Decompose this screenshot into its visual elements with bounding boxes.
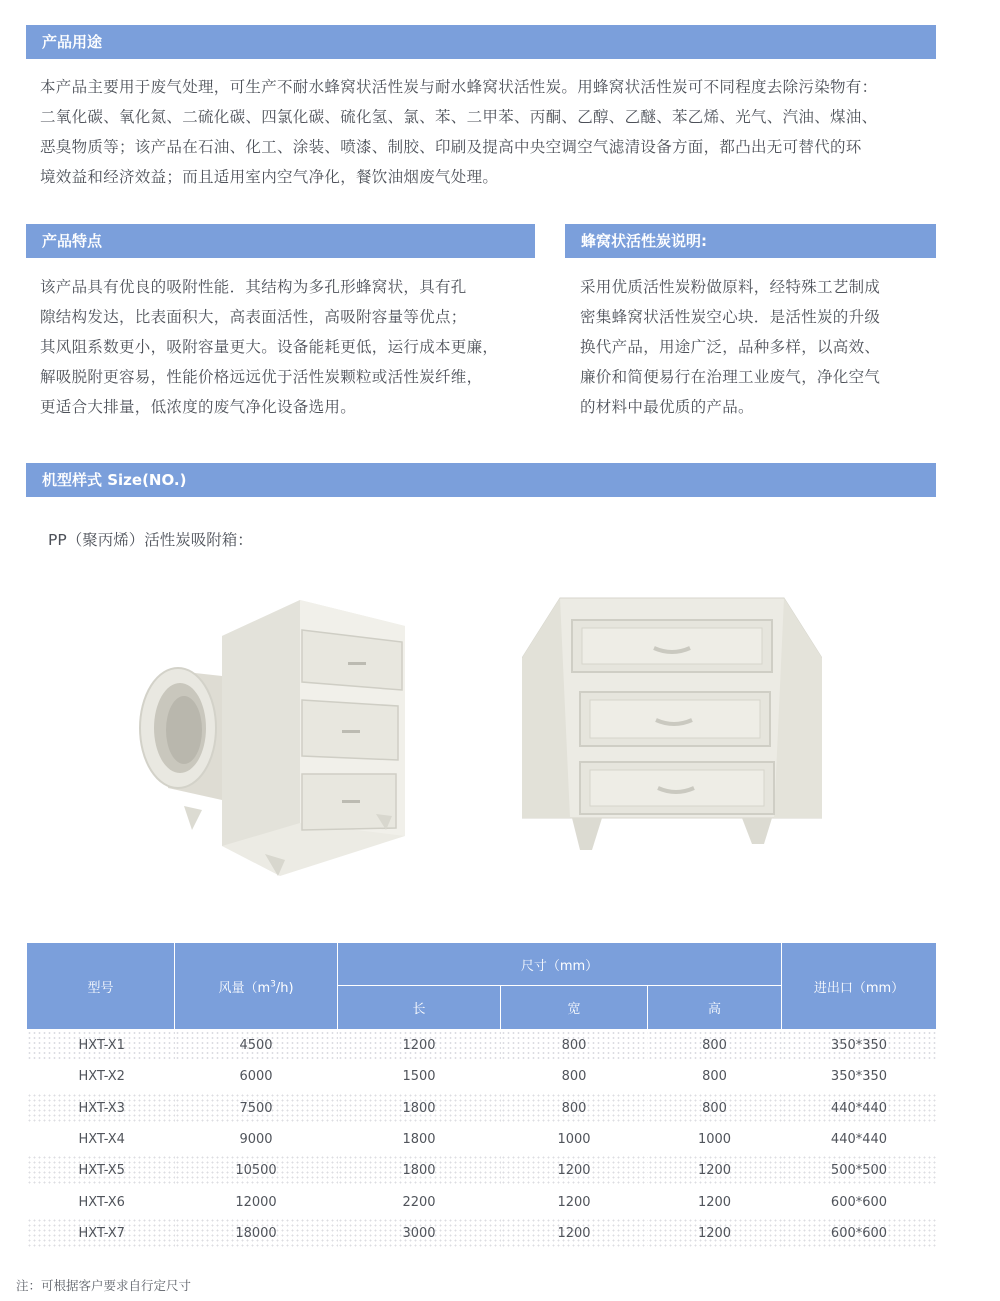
header-size: 尺寸（mm） (338, 943, 782, 986)
cell-airflow: 18000 (175, 1218, 338, 1249)
product-photo-front-view (522, 592, 822, 854)
cell-height: 800 (702, 1069, 727, 1085)
header-length: 长 (338, 986, 501, 1030)
cell-port: 350*350 (830, 1069, 888, 1085)
table-row (27, 1030, 937, 1062)
cell-model: HXT-X2 (78, 1069, 125, 1085)
cell-airflow: 6000 (239, 1069, 273, 1085)
cell-port: 500*500 (782, 1155, 937, 1186)
features-line: 更适合大排量，低浓度的废气净化设备选用。 (40, 398, 357, 416)
honeycomb-section-header: 蜂窝状活性炭说明: (565, 224, 936, 258)
cell-height: 800 (648, 1030, 782, 1062)
cell-model: HXT-X4 (78, 1132, 125, 1148)
cell-width: 1200 (501, 1218, 648, 1249)
cell-width: 800 (561, 1069, 587, 1085)
honeycomb-line: 密集蜂窝状活性炭空心块．是活性炭的升级 (580, 308, 881, 326)
cell-airflow: 7500 (175, 1093, 338, 1124)
cell-height: 1000 (697, 1132, 732, 1148)
cell-width: 1200 (501, 1155, 648, 1186)
cell-length: 1800 (338, 1093, 501, 1124)
usage-line: 本产品主要用于废气处理，可生产不耐水蜂窝状活性炭与耐水蜂窝状活性炭。用蜂窝状活性炭可不同程度去除污染物有： (40, 78, 878, 96)
cell-airflow: 12000 (235, 1194, 277, 1210)
models-subtitle: PP（聚丙烯）活性炭吸附箱： (48, 531, 253, 549)
footnote: 注：可根据客户要求自行定尺寸 (16, 1278, 192, 1293)
features-line: 该产品具有优良的吸附性能．其结构为多孔形蜂窝状，具有孔 (40, 278, 467, 296)
spec-table (26, 942, 937, 1249)
features-line: 隙结构发达，比表面积大，高表面活性，高吸附容量等优点； (40, 308, 467, 326)
cell-width: 800 (501, 1030, 648, 1062)
cell-length: 1200 (338, 1030, 501, 1062)
cell-airflow: 10500 (175, 1155, 338, 1186)
features-line: 其风阻系数更小，吸附容量更大。设备能耗更低，运行成本更廉， (40, 338, 499, 356)
honeycomb-line: 廉价和简便易行在治理工业废气，净化空气 (580, 368, 881, 386)
cell-airflow: 9000 (239, 1132, 273, 1148)
honeycomb-paragraph (580, 272, 880, 422)
table-row (27, 1218, 937, 1249)
honeycomb-line: 换代产品，用途广泛，品种多样，以高效、 (580, 338, 881, 356)
cell-length: 1800 (402, 1132, 436, 1148)
product-photo-side-view (130, 578, 420, 878)
table-row (27, 1186, 937, 1217)
usage-paragraph (40, 72, 877, 192)
usage-line: 二氧化碳、氧化氮、二硫化碳、四氯化碳、硫化氢、氯、苯、二甲苯、丙酮、乙醇、乙醚、苯乙烯、光气、汽油、煤油、 (40, 108, 878, 126)
usage-section-header: 产品用途 (26, 25, 936, 59)
cell-port: 350*350 (782, 1030, 937, 1062)
cell-height: 1200 (648, 1155, 782, 1186)
cell-height: 1200 (697, 1194, 732, 1210)
table-row (27, 1155, 937, 1186)
cell-port: 600*600 (782, 1218, 937, 1249)
table-row (27, 1061, 937, 1092)
cell-height: 1200 (648, 1218, 782, 1249)
cell-airflow: 4500 (175, 1030, 338, 1062)
cell-width: 1000 (557, 1132, 591, 1148)
features-section-header: 产品特点 (26, 224, 535, 258)
cell-length: 3000 (338, 1218, 501, 1249)
honeycomb-line: 的材料中最优质的产品。 (580, 398, 754, 416)
cell-port: 600*600 (830, 1194, 888, 1210)
cell-port: 440*440 (830, 1132, 888, 1148)
table-row (27, 1093, 937, 1124)
table-row (27, 1124, 937, 1155)
cell-length: 1800 (338, 1155, 501, 1186)
usage-line: 境效益和经济效益；而且适用室内空气净化，餐饮油烟废气处理。 (40, 168, 499, 186)
features-paragraph (40, 272, 498, 422)
honeycomb-line: 采用优质活性炭粉做原料，经特殊工艺制成 (580, 278, 881, 296)
header-height: 高 (648, 986, 782, 1030)
cell-width: 800 (501, 1093, 648, 1124)
cell-width: 1200 (557, 1194, 591, 1210)
header-width: 宽 (501, 986, 648, 1030)
cell-height: 800 (648, 1093, 782, 1124)
cell-model: HXT-X7 (27, 1218, 175, 1249)
features-line: 解吸脱附更容易，性能价格远远优于活性炭颗粒或活性炭纤维， (40, 368, 483, 386)
cell-length: 1500 (402, 1069, 436, 1085)
cell-model: HXT-X3 (27, 1093, 175, 1124)
cell-model: HXT-X5 (27, 1155, 175, 1186)
header-port: 进出口（mm） (782, 943, 937, 1030)
cell-model: HXT-X6 (78, 1194, 125, 1210)
usage-line: 恶臭物质等；该产品在石油、化工、涂装、喷漆、制胶、印刷及提高中央空调空气滤清设备方面，都凸出无可替代的环 (40, 138, 862, 156)
models-section-header: 机型样式 Size(NO.) (26, 463, 936, 497)
cell-port: 440*440 (782, 1093, 937, 1124)
cell-model: HXT-X1 (27, 1030, 175, 1062)
header-model: 型号 (27, 943, 175, 1030)
cell-length: 2200 (402, 1194, 436, 1210)
header-airflow: 风量$(m^3/h)$ (175, 943, 338, 1030)
